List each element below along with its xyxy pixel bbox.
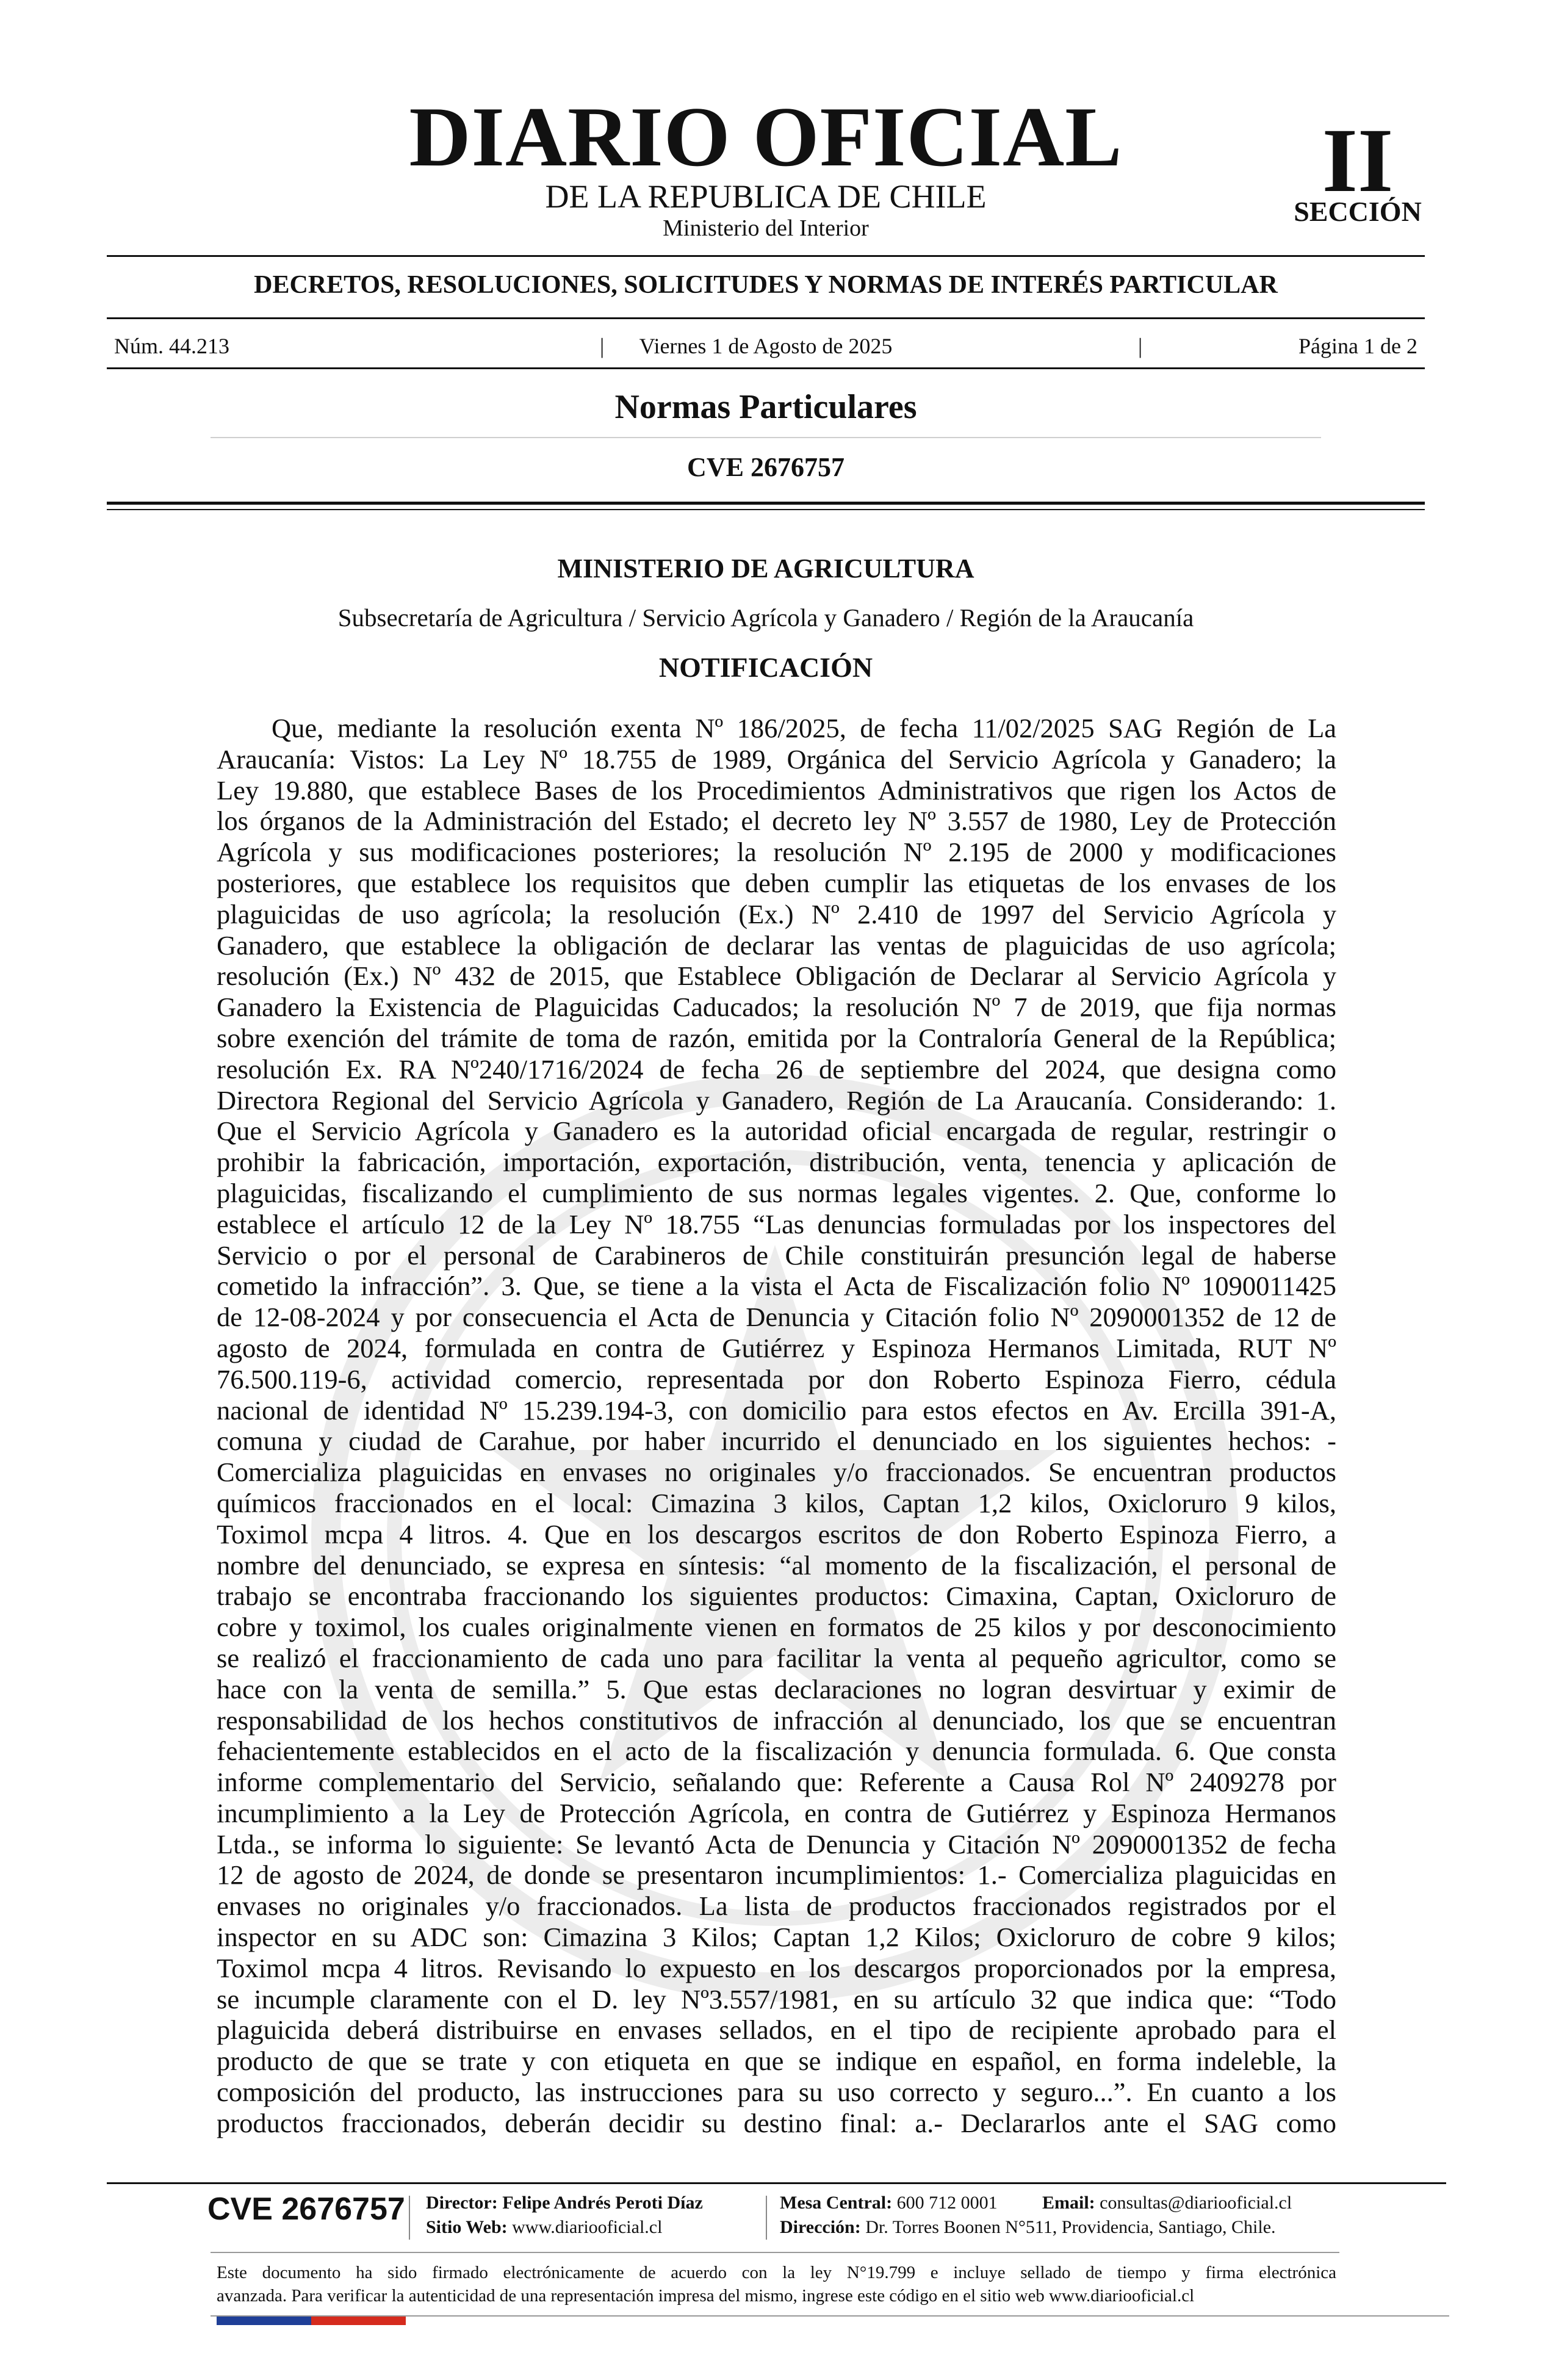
section-number: II	[1322, 110, 1394, 211]
body-text-line: Ganadero, que establece la obligación de declarar las ventas de plaguicidas de uso agrícola;	[217, 929, 1336, 961]
body-text-line: prohibir la fabricación, importación, exportación, distribución, venta, tenencia y aplicación de	[217, 1147, 1336, 1178]
body-text-line: hace con la venta de semilla.” 5. Que estas declaraciones no logran desvirtuar y eximir de	[217, 1673, 1336, 1704]
body-text-line: producto de que se trate y con etiqueta en que se indique en español, en forma indeleble, la	[217, 2046, 1336, 2077]
body-text-line: 76.500.119-6, actividad comercio, representada por don Roberto Espinoza Fierro, cédula	[217, 1363, 1336, 1394]
body-text-line: Toximol mcpa 4 litros. Revisando lo expuesto en los descargos proporcionados por la empresa,	[217, 1952, 1336, 1983]
notification-body	[217, 713, 1336, 2139]
body-text-line: responsabilidad de los hechos constitutivos de infracción al denunciado, los que se encuentran	[217, 1704, 1336, 1736]
body-text-line: plaguicidas de uso agrícola; la resolución (Ex.) Nº 2.410 de 1997 del Servicio Agrícola y	[217, 898, 1336, 929]
body-text-line: Ganadero la Existencia de Plaguicidas Caducados; la resolución Nº 7 de 2019, que fija normas	[217, 992, 1336, 1023]
category-rule	[107, 317, 1425, 319]
body-text-line: sobre exención del trámite de toma de razón, emitida por la Contraloría General de la República;	[217, 1022, 1336, 1053]
body-text-line: plaguicidas, fiscalizando el cumplimiento de sus normas legales vigentes. 2. Que, conforme lo	[217, 1177, 1336, 1208]
footer-divider	[409, 2196, 410, 2240]
phone-label: Mesa Central:	[780, 2193, 893, 2213]
email-label: Email:	[1042, 2193, 1095, 2213]
body-text-line: de 12-08-2024 y por consecuencia el Acta de Denuncia y Citación folio Nº 2090001352 de 12 de	[217, 1302, 1336, 1333]
body-text-line: Toximol mcpa 4 litros. 4. Que en los descargos escritos de don Roberto Espinoza Fierro, a	[217, 1518, 1336, 1549]
issue-separator: |	[600, 334, 605, 358]
footer-director	[426, 2191, 703, 2215]
body-text-line: cometido la infracción”. 3. Que, se tiene a la vista el Acta de Fiscalización folio Nº 1090011425	[217, 1271, 1336, 1302]
issue-date: Viernes 1 de Agosto de 2025	[639, 334, 893, 358]
masthead-rule	[107, 255, 1425, 257]
body-text-line: composición del producto, las instrucciones para su uso correcto y seguro...”. En cuanto a los	[217, 2077, 1336, 2108]
footer-note-rule	[211, 2252, 1339, 2253]
flag-blue-segment	[217, 2317, 311, 2325]
flag-bar	[217, 2317, 406, 2325]
body-text-line: incumplimiento a la Ley de Protección Agrícola, en contra de Gutiérrez y Espinoza Hermanos	[217, 1797, 1336, 1828]
body-text-line: Que, mediante la resolución exenta Nº 186/2025, de fecha 11/02/2025 SAG Región de La	[272, 713, 1336, 743]
phone-value: 600 712 0001	[896, 2193, 998, 2213]
issue-rule	[107, 367, 1425, 369]
body-text-line: envases no originales y/o fraccionados. La lista de productos fraccionados registrados por el	[217, 1891, 1336, 1922]
body-text-line: Que el Servicio Agrícola y Ganadero es la autoridad oficial encargada de regular, restringir o	[217, 1116, 1336, 1147]
section-title-divider	[211, 437, 1321, 438]
body-text-line: resolución Ex. RA Nº240/1716/2024 de fecha 26 de septiembre del 2024, que designa como	[217, 1053, 1336, 1084]
body-text-line: plaguicida deberá distribuirse en envases sellados, en el tipo de recipiente aprobado para el	[217, 2014, 1336, 2046]
email-link[interactable]: consultas@diariooficial.cl	[1100, 2193, 1292, 2213]
ministry-title: MINISTERIO DE AGRICULTURA	[557, 554, 974, 583]
footer-address	[780, 2215, 1276, 2240]
issue-number: Núm. 44.213	[114, 334, 229, 358]
document-title: NOTIFICACIÓN	[658, 652, 873, 683]
masthead-title: DIARIO OFICIAL	[409, 90, 1123, 184]
body-text-line: Ltda., se informa lo siguiente: Se levantó Acta de Denuncia y Citación Nº 2090001352 de fecha	[217, 1828, 1336, 1859]
body-text-line: se realizó el fraccionamiento de cada uno para facilitar la venta al pequeño agricultor, como se	[217, 1642, 1336, 1673]
footer-cve-code: CVE 2676757	[207, 2191, 405, 2227]
body-text-line: establece el artículo 12 de la Ley Nº 18.755 “Las denuncias formuladas por los inspectores del	[217, 1208, 1336, 1239]
signature-note-line: Este documento ha sido firmado electrónicamente de acuerdo con la ley N°19.799 e incluye sellado de tiempo y firma electrónica	[217, 2263, 1336, 2282]
website-label: Sitio Web:	[426, 2217, 508, 2237]
issue-separator: |	[1138, 334, 1143, 358]
cve-rule-thick	[107, 502, 1425, 505]
body-text-line: químicos fraccionados en el local: Cimazina 3 kilos, Captan 1,2 kilos, Oxicloruro 9 kilos,	[217, 1487, 1336, 1518]
cve-rule-thin	[107, 509, 1425, 510]
body-text-line: nacional de identidad Nº 15.239.194-3, con domicilio para estos efectos en Av. Ercilla 391-A,	[217, 1394, 1336, 1426]
footer-website	[426, 2215, 662, 2240]
page-indicator: Página 1 de 2	[1298, 334, 1417, 358]
body-text-line: los órganos de la Administración del Estado; el decreto ley Nº 3.557 de 1980, Ley de Protección	[217, 806, 1336, 837]
body-text-line: productos fraccionados, deberán decidir su destino final: a.- Declararlos ante el SAG como	[217, 2107, 1336, 2138]
category-heading: DECRETOS, RESOLUCIONES, SOLICITUDES Y NORMAS DE INTERÉS PARTICULAR	[254, 271, 1278, 299]
section-title: Normas Particulares	[614, 388, 917, 426]
body-text-line: Araucanía: Vistos: La Ley Nº 18.755 de 1989, Orgánica del Servicio Agrícola y Ganadero; la	[217, 743, 1336, 774]
body-text-line: posteriores, que establece los requisitos que deben cumplir las etiquetas de los envases de los	[217, 867, 1336, 898]
director-name: Felipe Andrés Peroti Díaz	[502, 2193, 703, 2213]
body-text-line: se incumple claramente con el D. ley Nº3.557/1981, en su artículo 32 que indica que: “Todo	[217, 1983, 1336, 2014]
flag-red-segment	[311, 2317, 406, 2325]
footer-email	[1042, 2191, 1292, 2215]
masthead-subtitle: DE LA REPUBLICA DE CHILE	[545, 178, 987, 215]
footer-divider	[766, 2196, 767, 2240]
signature-note	[217, 2261, 1336, 2307]
body-text-line: resolución (Ex.) Nº 432 de 2015, que Establece Obligación de Declarar al Servicio Agrícola y	[217, 961, 1336, 992]
address-label: Dirección:	[780, 2217, 861, 2237]
footer-phone	[780, 2191, 998, 2215]
body-text-line: trabajo se encontraba fraccionando los siguientes productos: Cimaxina, Captan, Oxicloruro de	[217, 1581, 1336, 1612]
signature-note-line: avanzada. Para verificar la autenticidad de una representación impresa del mismo, ingrese este código en el sitio web www.diariooficial.cl	[217, 2286, 1195, 2306]
director-label: Director:	[426, 2193, 498, 2213]
body-text-line: Agrícola y sus modificaciones posteriores; la resolución Nº 2.195 de 2000 y modificaciones	[217, 837, 1336, 868]
body-text-line: cobre y toximol, los cuales originalmente vienen en formatos de 25 kilos y por desconocimiento	[217, 1612, 1336, 1643]
body-text-line: inspector en su ADC son: Cimazina 3 Kilos; Captan 1,2 Kilos; Oxicloruro de cobre 9 kilos;	[217, 1922, 1336, 1953]
cve-code: CVE 2676757	[687, 452, 845, 482]
body-text-line: comuna y ciudad de Carahue, por haber incurrido el denunciado en los siguientes hechos: -	[217, 1426, 1336, 1457]
subsecretaria-line: Subsecretaría de Agricultura / Servicio Agrícola y Ganadero / Región de la Araucanía	[337, 604, 1194, 632]
body-text-line: Servicio o por el personal de Carabineros de Chile constituirán presunción legal de haberse	[217, 1239, 1336, 1271]
issue-info-row	[107, 331, 1425, 361]
body-text-line: Comercializa plaguicidas en envases no originales y/o fraccionados. Se encuentran productos	[217, 1457, 1336, 1488]
body-text-line: fehacientemente establecidos en el acto de la fiscalización y denuncia formulada. 6. Que consta	[217, 1736, 1336, 1767]
address-value: Dr. Torres Boonen N°511, Providencia, Santiago, Chile.	[865, 2217, 1276, 2237]
website-link[interactable]: www.diariooficial.cl	[512, 2217, 663, 2237]
body-text-line: agosto de 2024, formulada en contra de Gutiérrez y Espinoza Hermanos Limitada, RUT Nº	[217, 1332, 1336, 1363]
body-text-line: Ley 19.880, que establece Bases de los Procedimientos Administrativos que rigen los Actos de	[217, 774, 1336, 806]
body-text-line: 12 de agosto de 2024, de donde se presentaron incumplimientos: 1.- Comercializa plaguicidas en	[217, 1859, 1336, 1891]
footer-rule	[107, 2182, 1446, 2184]
masthead-ministry: Ministerio del Interior	[663, 215, 869, 241]
body-text-line: informe complementario del Servicio, señalando que: Referente a Causa Rol Nº 2409278 por	[217, 1767, 1336, 1798]
body-text-line: Directora Regional del Servicio Agrícola y Ganadero, Región de La Araucanía. Considerando: 1.	[217, 1084, 1336, 1116]
section-label: SECCIÓN	[1294, 196, 1422, 227]
body-text-line: nombre del denunciado, se expresa en síntesis: “al momento de la fiscalización, el personal de	[217, 1549, 1336, 1581]
